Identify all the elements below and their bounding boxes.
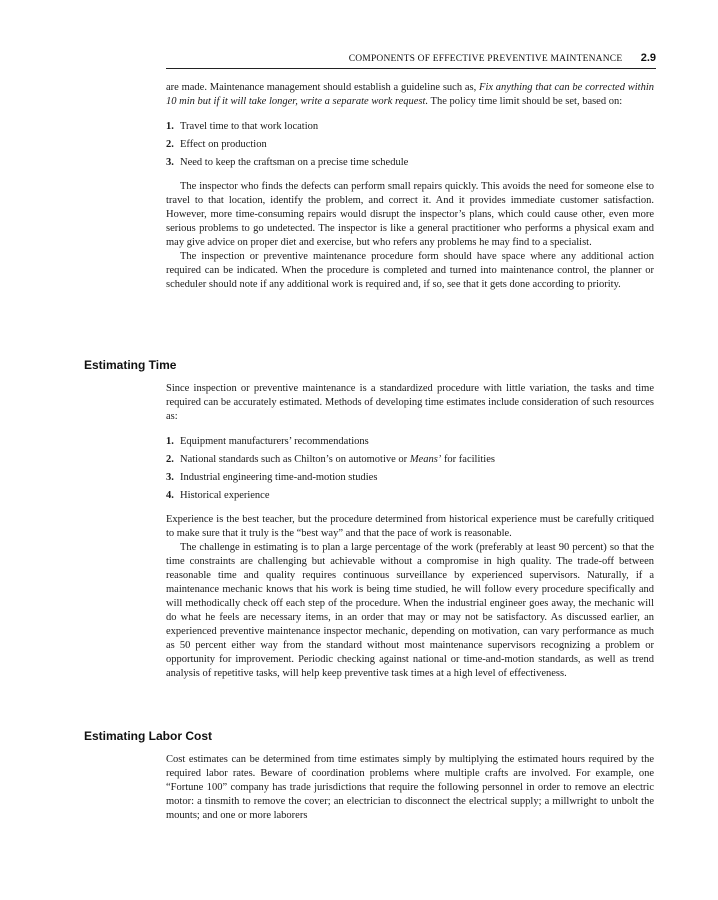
list-number: 3. [166,472,174,483]
running-header [166,52,656,66]
intro-p1-italic: Fix anything that can be corrected within 10 min but if it will take longer, write a separate work request. [166,82,654,107]
list-text: Equipment manufacturers’ recommendations [180,436,369,447]
list-number: 1. [166,121,174,132]
section-heading-estimating-labor-cost: Estimating Labor Cost [84,729,213,743]
intro-paragraph-1 [166,81,654,109]
intro-paragraph-2: The inspector who finds the defects can perform small repairs quickly. This avoids the need for someone else to travel to that location, identify the problem, and correct it. And it provides immediate customer satisfaction. However, more time-consuming repairs would disrupt the inspector’s plans, which could cause other, even more serious problems to go undetected. The inspector is like a general practitioner who performs a physical exam and may give advice on proper diet and exercise, but who refers any problems he may find to a specialist. [166,181,654,248]
time-paragraph-2: Experience is the best teacher, but the procedure determined from historical experience must be carefully critiqued to make sure that it truly is the “best way” and that the pace of work is reasonable. [166,514,654,539]
list-item [166,138,654,152]
intro-block [166,81,654,292]
list-text: Effect on production [180,139,267,150]
policy-list [166,120,654,170]
list-number: 2. [166,139,174,150]
list-number: 1. [166,436,174,447]
list-item [166,120,654,134]
estimating-time-block [166,382,654,681]
resources-list [166,435,654,503]
section-heading-estimating-time: Estimating Time [84,358,177,372]
intro-p1-text: are made. Maintenance management should establish a guideline such as, [166,82,480,93]
list-text-tail: for facilities [441,454,495,465]
list-number: 3. [166,157,174,168]
time-paragraph-1: Since inspection or preventive maintenance is a standardized procedure with little variation, the tasks and time required can be accurately estimated. Methods of developing time estimates include consideration of such resources as: [166,383,654,422]
list-text: Industrial engineering time-and-motion studies [180,472,378,483]
intro-paragraph-3: The inspection or preventive maintenance procedure form should have space where any additional action required can be indicated. When the procedure is completed and turned into maintenance control, the planner or scheduler should note if any additional work is required and, if so, see that it gets done according to priority. [166,251,654,290]
page-number: 2.9 [640,52,656,64]
list-item [166,453,654,467]
list-number: 2. [166,454,174,465]
list-item [166,489,654,503]
labor-paragraph-1: Cost estimates can be determined from time estimates simply by multiplying the estimated hours required by the required labor rates. Beware of coordination problems where multiple crafts are involved. For example, one “Fortune 100” company has trade jurisdictions that require the following personnel in order to remove an electric motor: a tinsmith to remove the cover; an electrician to disconnect the electrical supply; a millwright to unbolt the mounts; and one or more laborers [166,754,654,821]
running-title: COMPONENTS OF EFFECTIVE PREVENTIVE MAINTENANCE [348,54,623,64]
list-text: Travel time to that work location [180,121,319,132]
list-number: 4. [166,490,174,501]
list-item [166,435,654,449]
list-item [166,156,654,170]
list-item [166,471,654,485]
time-paragraph-3: The challenge in estimating is to plan a large percentage of the work (preferably at least 90 percent) so that the time constraints are challenging but achievable without a compromise in high quality. The trade-off between reasonable time and quality requires continuous surveillance by experienced supervisors. Naturally, if a maintenance mechanic knows that his work is being time studied, he will follow every procedure specifically and will methodically check off each step of the procedure. When the industrial engineer goes away, the mechanic will do what he feels are necessary items, in an order that may or may not be satisfactory. As discussed earlier, an experienced preventive maintenance inspector mechanic, depending on motivation, can vary performance as much as 50 percent either way from the standard without most maintenance supervisors recognizing a problem or opportunity for improvement. Periodic checking against national or time-and-motion standards, as well as trend analysis of repetitive tasks, will help keep preventive task times at a high level of effectiveness. [166,542,654,679]
header-rule [166,68,656,69]
intro-p1-tail: The policy time limit should be set, based on: [428,96,623,107]
list-text-italic: Means’ [409,454,442,465]
list-text: National standards such as Chilton’s on automotive or [180,454,410,465]
list-text: Historical experience [180,490,270,501]
list-text: Need to keep the craftsman on a precise time schedule [180,157,409,168]
estimating-labor-block [166,753,654,823]
